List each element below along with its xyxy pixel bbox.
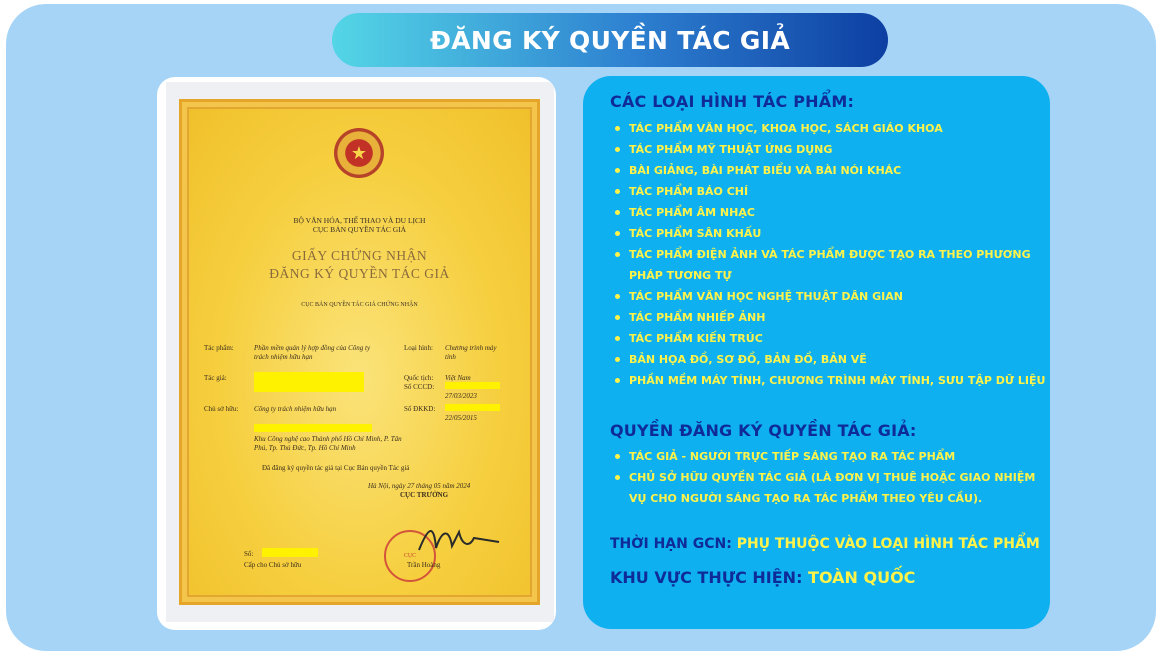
term-value: PHỤ THUỘC VÀO LOẠI HÌNH TÁC PHẨM (736, 536, 1040, 552)
list-item: TÁC PHẨM ÂM NHẠC (629, 202, 1049, 223)
term-row (610, 536, 1040, 552)
page-title-text: ĐĂNG KÝ QUYỀN TÁC GIẢ (430, 25, 790, 55)
director-title: CỤC TRƯỞNG (400, 491, 449, 499)
area-row (610, 568, 915, 587)
list-item: PHẦN MỀM MÁY TÍNH, CHƯƠNG TRÌNH MÁY TÍNH, SƯU TẬP DỮ LIỆU (629, 370, 1049, 391)
list-item: BẢN HỌA ĐỒ, SƠ ĐỒ, BẢN ĐỒ, BẢN VẼ (629, 349, 1049, 370)
official-seal-icon: CỤC (384, 530, 436, 582)
author-label: Tác giả: (204, 374, 227, 382)
work-label: Tác phẩm: (204, 344, 234, 352)
ministry-line2: CỤC BẢN QUYỀN TÁC GIẢ (312, 225, 407, 234)
dkkd-label: Số ĐKKD: (404, 405, 436, 413)
types-heading: CÁC LOẠI HÌNH TÁC PHẨM: (610, 92, 855, 111)
list-item: TÁC PHẨM KIẾN TRÚC (629, 328, 1049, 349)
redacted-cccd (445, 382, 500, 389)
list-item: BÀI GIẢNG, BÀI PHÁT BIỂU VÀ BÀI NÓI KHÁC (629, 160, 1049, 181)
owner-address: Khu Công nghệ cao Thành phố Hồ Chí Minh, P. Tân Phú, Tp. Thủ Đức, Tp. Hồ Chí Minh (254, 435, 402, 452)
dkkd-date: 22/05/2015 (445, 414, 477, 422)
redacted-author (254, 372, 364, 392)
signer-name: Trần Hoàng (407, 561, 441, 569)
list-item: TÁC PHẨM ĐIỆN ẢNH VÀ TÁC PHẨM ĐƯỢC TẠO RA THEO PHƯƠNG PHÁP TƯƠNG TỰ (629, 244, 1049, 286)
list-item: TÁC PHẨM MỸ THUẬT ỨNG DỤNG (629, 139, 1049, 160)
cert-title-line2: ĐĂNG KÝ QUYỀN TÁC GIẢ (269, 266, 450, 281)
ministry-line1: BỘ VĂN HÓA, THỂ THAO VÀ DU LỊCH (293, 216, 426, 225)
certificate (179, 99, 540, 605)
type-value: Chương trình máy tính (445, 344, 497, 361)
issued-to: Cấp cho Chủ sở hữu (244, 561, 302, 569)
rights-list (611, 446, 1049, 509)
owner-label: Chủ sở hữu: (204, 405, 239, 413)
types-list (611, 118, 1049, 391)
page-title (332, 13, 888, 67)
national-emblem-icon: ★ (334, 128, 384, 178)
info-panel (583, 76, 1050, 629)
type-label: Loại hình: (404, 344, 433, 352)
list-item: TÁC PHẨM VĂN HỌC NGHỆ THUẬT DÂN GIAN (629, 286, 1049, 307)
redacted-number (262, 548, 318, 557)
cccd-label: Số CCCD: (404, 383, 435, 391)
redacted-dkkd (445, 404, 500, 411)
list-item: TÁC PHẨM SÂN KHẤU (629, 223, 1049, 244)
list-item: TÁC PHẨM NHIẾP ẢNH (629, 307, 1049, 328)
number-label: Số: (244, 550, 254, 558)
work-value: Phần mềm quản lý hợp đồng của Công ty trách nhiệm hữu hạn (254, 344, 371, 361)
nationality-value: Việt Nam (445, 374, 471, 382)
redacted-owner (254, 424, 372, 432)
rights-heading: QUYỀN ĐĂNG KÝ QUYỀN TÁC GIẢ: (610, 421, 917, 440)
term-label: THỜI HẠN GCN: (610, 536, 732, 552)
certificate-paper (166, 82, 554, 622)
area-label: KHU VỰC THỰC HIỆN: (610, 568, 803, 587)
cert-title-line1: GIẤY CHỨNG NHẬN (291, 248, 428, 263)
nationality-label: Quốc tịch: (404, 374, 434, 382)
list-item: TÁC GIẢ - NGƯỜI TRỰC TIẾP SÁNG TẠO RA TÁC PHẨM (629, 446, 1049, 467)
list-item: CHỦ SỞ HỮU QUYỀN TÁC GIẢ (LÀ ĐƠN VỊ THUÊ HOẶC GIAO NHIỆM VỤ CHO NGƯỜI SÁNG TẠO RA TÁC PHẨM THEO YÊU CẦU). (629, 467, 1049, 509)
list-item: TÁC PHẨM VĂN HỌC, KHOA HỌC, SÁCH GIÁO KHOA (629, 118, 1049, 139)
cert-issuer: CỤC BẢN QUYỀN TÁC GIẢ CHỨNG NHẬN (301, 302, 418, 308)
owner-value: Công ty trách nhiệm hữu hạn (254, 405, 337, 413)
signature-icon (414, 520, 504, 560)
list-item: TÁC PHẨM BÁO CHÍ (629, 181, 1049, 202)
cert-date: Hà Nội, ngày 27 tháng 05 năm 2024 (368, 482, 471, 490)
cccd-date: 27/03/2023 (445, 392, 477, 400)
certificate-photo (157, 77, 556, 630)
registered-note: Đã đăng ký quyền tác giả tại Cục Bản quyền Tác giả (262, 464, 410, 472)
area-value: TOÀN QUỐC (808, 568, 916, 587)
